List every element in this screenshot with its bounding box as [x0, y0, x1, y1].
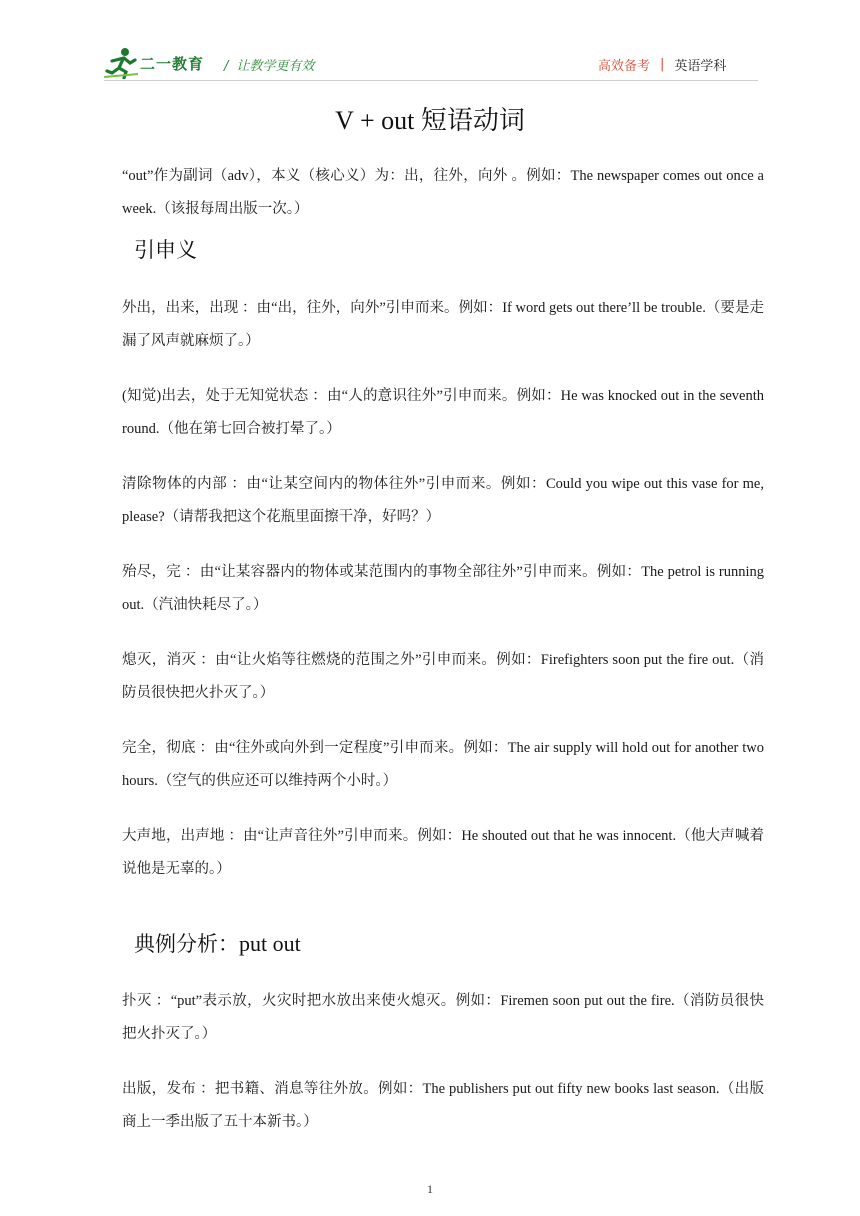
meaning-paragraph: (知觉)出去，处于无知觉状态 ：由“人的意识往外”引申而来。例如：He was knocked out in the seventh round.（他在第七回合被打晕了。） [122, 388, 764, 437]
meaning-paragraph: 熄灭，消灭 ：由“让火焰等往燃烧的范围之外”引申而来。例如：Firefighters soon put the fire out.（消防员很快把火扑灭了。） [122, 652, 764, 701]
meaning-paragraph: 殆尽，完 ：由“让某容器内的物体或某范围内的事物全部往外”引申而来。例如：The petrol is running out.（汽油快耗尽了。） [122, 564, 764, 613]
slogan-text: 让教学更有效 [236, 59, 315, 74]
example-paragraph: 扑灭 ：“put”表示放，火灾时把水放出来使火熄灭。例如：Firemen soon put out the fire.（消防员很快把火扑灭了。） [122, 993, 764, 1042]
logo [104, 46, 204, 80]
meaning-paragraph: 大声地，出声地 ：由“让声音往外”引申而来。例如：He shouted out that he was innocent.（他大声喊着说他是无辜的。） [122, 828, 764, 877]
example-paragraph: 出版，发布 ：把书籍、消息等往外放。例如：The publishers put out fifty new books last season.（出版商上一季出版了五十本新书。） [122, 1081, 764, 1130]
meaning-paragraph: 清除物体的内部 ：由“让某空间内的物体往外”引申而来。例如：Could you wipe out this vase for me, please?（请帮我把这个花瓶里面擦干净，好吗？） [122, 476, 764, 525]
header-divider [104, 80, 758, 81]
page-title: V + out 短语动词 [335, 106, 525, 135]
prep-label: 高效备考 [598, 59, 651, 74]
runner-logo-icon [104, 47, 138, 79]
slogan-slash: / [224, 59, 229, 74]
section-heading-extended: 引申义 [134, 238, 197, 262]
intro-paragraph: “out”作为副词（adv），本义（核心义）为：出，往外，向外 。例如：The newspaper comes out once a week.（该报每周出版一次。） [122, 168, 764, 217]
subject-label: 英语学科 [674, 59, 727, 74]
example-heading-cn: 典例分析： [134, 932, 239, 956]
header-separator: | [660, 57, 665, 72]
example-heading-en: put out [239, 931, 301, 956]
section-heading-example [134, 928, 301, 958]
meaning-paragraph: 外出，出来，出现 ：由“出，往外，向外”引申而来。例如：If word gets out there’ll be trouble.（要是走漏了风声就麻烦了。） [122, 300, 764, 349]
page-number: 1 [427, 1182, 433, 1196]
meaning-paragraph: 完全，彻底 ：由“往外或向外到一定程度”引申而来。例如：The air supply will hold out for another two hours.（空气的供应还可以维持两个小时。） [122, 740, 764, 789]
page-header [0, 0, 860, 90]
header-tags [598, 55, 726, 74]
logo-text: 二一教育 [140, 54, 205, 73]
slogan [224, 55, 314, 74]
